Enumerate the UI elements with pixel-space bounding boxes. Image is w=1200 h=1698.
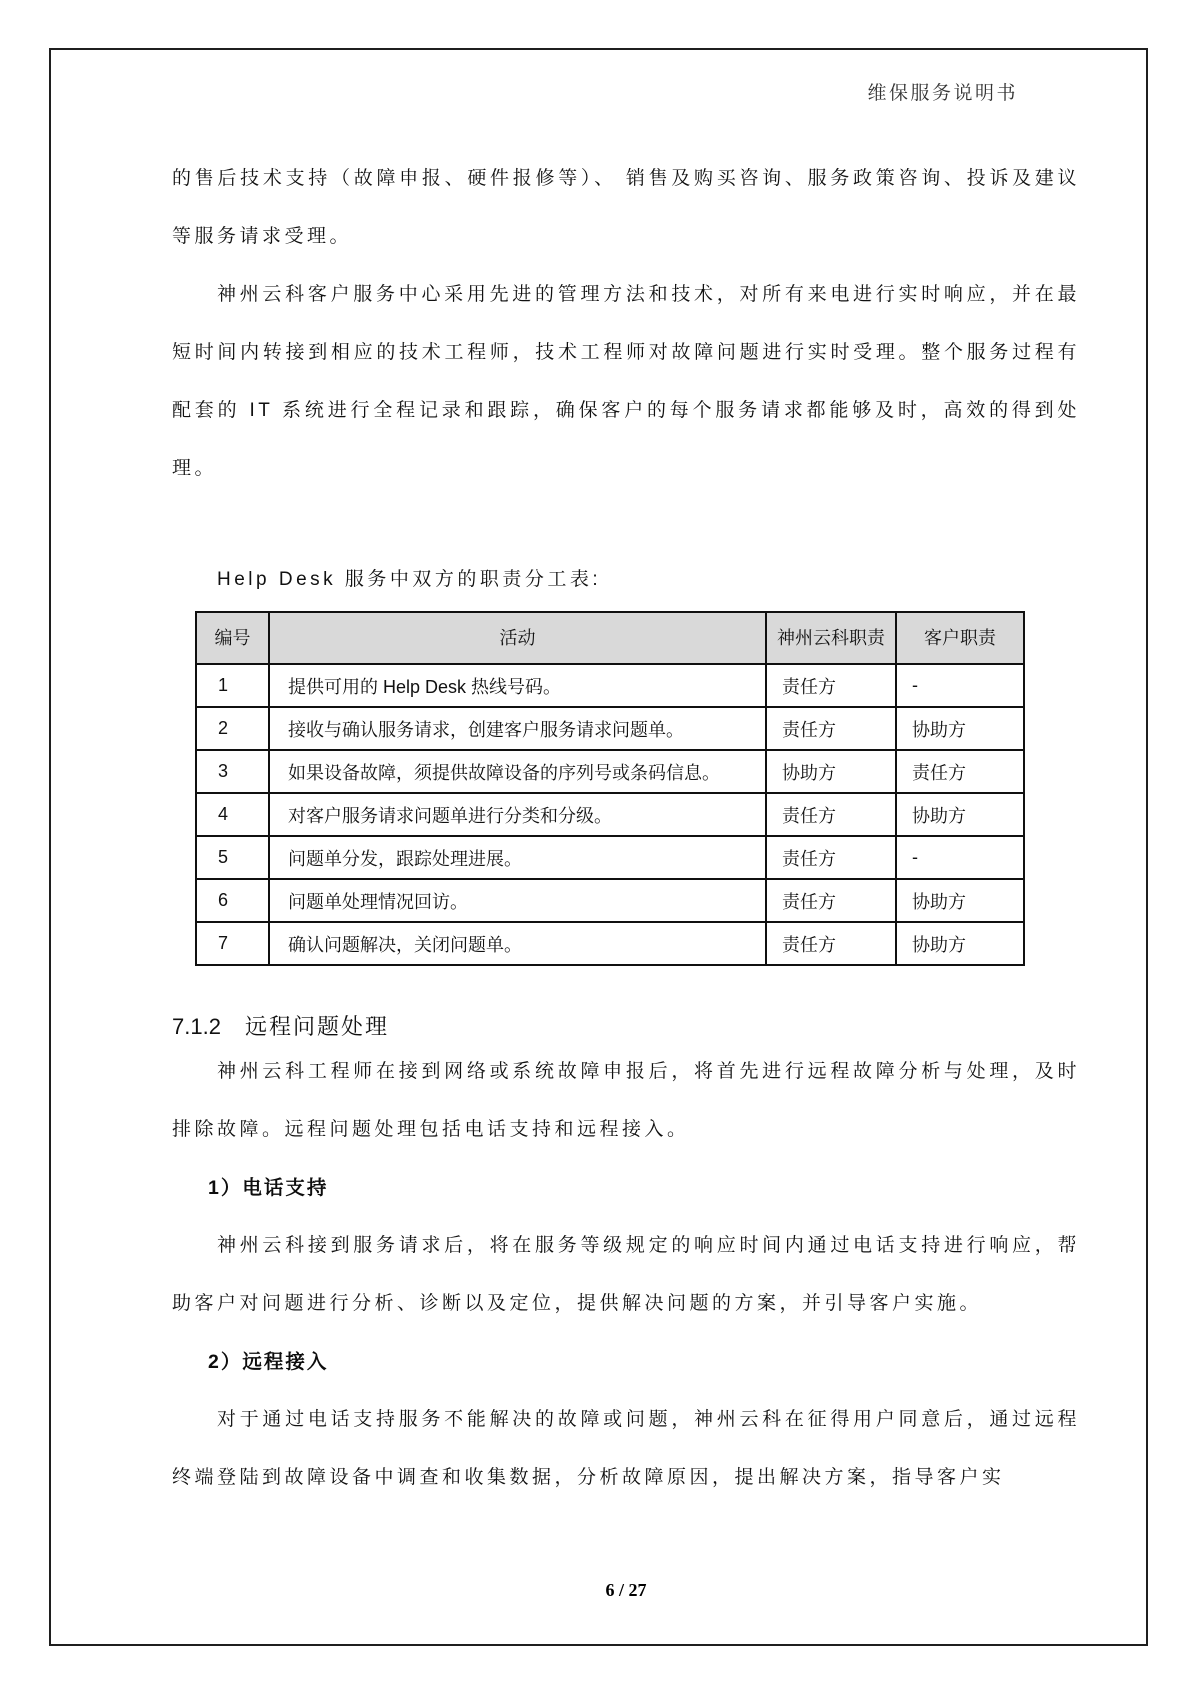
row-activity: 问题单分发，跟踪处理进展。 xyxy=(269,836,766,879)
header-title: 维保服务说明书 xyxy=(867,83,1018,104)
paragraph-service-center: 神州云科客户服务中心采用先进的管理方法和技术，对所有来电进行实时响应，并在最短时间内转接到相应的技术工程师，技术工程师对故障问题进行实时受理。整个服务过程有配套的 IT 系统进行全程记录和跟踪，确保客户的每个服务请求都能够及时，高效的得到处理。 xyxy=(172,284,1080,479)
row-vendor: 责任方 xyxy=(766,664,896,707)
table-row xyxy=(196,750,1024,793)
row-customer: 协助方 xyxy=(896,879,1024,922)
row-customer: - xyxy=(896,836,1024,879)
row-vendor: 责任方 xyxy=(766,836,896,879)
table-header-customer: 客户职责 xyxy=(896,612,1024,664)
row-activity: 如果设备故障，须提供故障设备的序列号或条码信息。 xyxy=(269,750,766,793)
row-vendor: 责任方 xyxy=(766,793,896,836)
page-header xyxy=(867,78,1018,105)
page-footer xyxy=(172,1580,1080,1601)
document-body xyxy=(172,150,1080,1507)
row-no: 2 xyxy=(196,707,269,750)
table-row xyxy=(196,922,1024,965)
table-row xyxy=(196,793,1024,836)
row-no: 3 xyxy=(196,750,269,793)
page-number: 6 / 27 xyxy=(605,1580,647,1600)
row-no: 7 xyxy=(196,922,269,965)
row-customer: 协助方 xyxy=(896,922,1024,965)
paragraph-phone-support: 神州云科接到服务请求后，将在服务等级规定的响应时间内通过电话支持进行响应，帮助客户对问题进行分析、诊断以及定位，提供解决问题的方案，并引导客户实施。 xyxy=(172,1235,1080,1314)
row-activity: 对客户服务请求问题单进行分类和分级。 xyxy=(269,793,766,836)
row-customer: 责任方 xyxy=(896,750,1024,793)
table-header-row xyxy=(196,612,1024,664)
section-heading xyxy=(172,1011,1080,1043)
row-no: 4 xyxy=(196,793,269,836)
row-vendor: 协助方 xyxy=(766,750,896,793)
row-vendor: 责任方 xyxy=(766,922,896,965)
table-row xyxy=(196,879,1024,922)
responsibility-table xyxy=(195,611,1025,966)
row-no: 5 xyxy=(196,836,269,879)
row-vendor: 责任方 xyxy=(766,707,896,750)
table-row xyxy=(196,707,1024,750)
row-customer: - xyxy=(896,664,1024,707)
row-activity: 问题单处理情况回访。 xyxy=(269,879,766,922)
row-customer: 协助方 xyxy=(896,793,1024,836)
page-border xyxy=(49,48,1148,1646)
paragraph-remote-intro: 神州云科工程师在接到网络或系统故障申报后，将首先进行远程故障分析与处理，及时排除故障。远程问题处理包括电话支持和远程接入。 xyxy=(172,1061,1080,1140)
row-no: 6 xyxy=(196,879,269,922)
table-row xyxy=(196,664,1024,707)
row-activity: 提供可用的 Help Desk 热线号码。 xyxy=(269,664,766,707)
section-number: 7.1.2 xyxy=(172,1014,221,1039)
row-vendor: 责任方 xyxy=(766,879,896,922)
table-header-vendor: 神州云科职责 xyxy=(766,612,896,664)
paragraph-service-requests: 的售后技术支持（故障申报、硬件报修等）、 销售及购买咨询、服务政策咨询、投诉及建议等服务请求受理。 xyxy=(172,168,1080,247)
row-no: 1 xyxy=(196,664,269,707)
table-intro: Help Desk 服务中双方的职责分工表: xyxy=(217,569,602,590)
row-activity: 确认问题解决，关闭问题单。 xyxy=(269,922,766,965)
subheading-remote-access: 2）远程接入 xyxy=(208,1351,329,1373)
paragraph-remote-access: 对于通过电话支持服务不能解决的故障或问题，神州云科在征得用户同意后，通过远程终端登陆到故障设备中调查和收集数据，分析故障原因，提出解决方案，指导客户实 xyxy=(172,1409,1080,1488)
row-activity: 接收与确认服务请求，创建客户服务请求问题单。 xyxy=(269,707,766,750)
table-header-activity: 活动 xyxy=(269,612,766,664)
row-customer: 协助方 xyxy=(896,707,1024,750)
table-header-no: 编号 xyxy=(196,612,269,664)
subheading-phone-support: 1）电话支持 xyxy=(208,1177,329,1199)
table-row xyxy=(196,836,1024,879)
section-title: 远程问题处理 xyxy=(244,1014,389,1039)
